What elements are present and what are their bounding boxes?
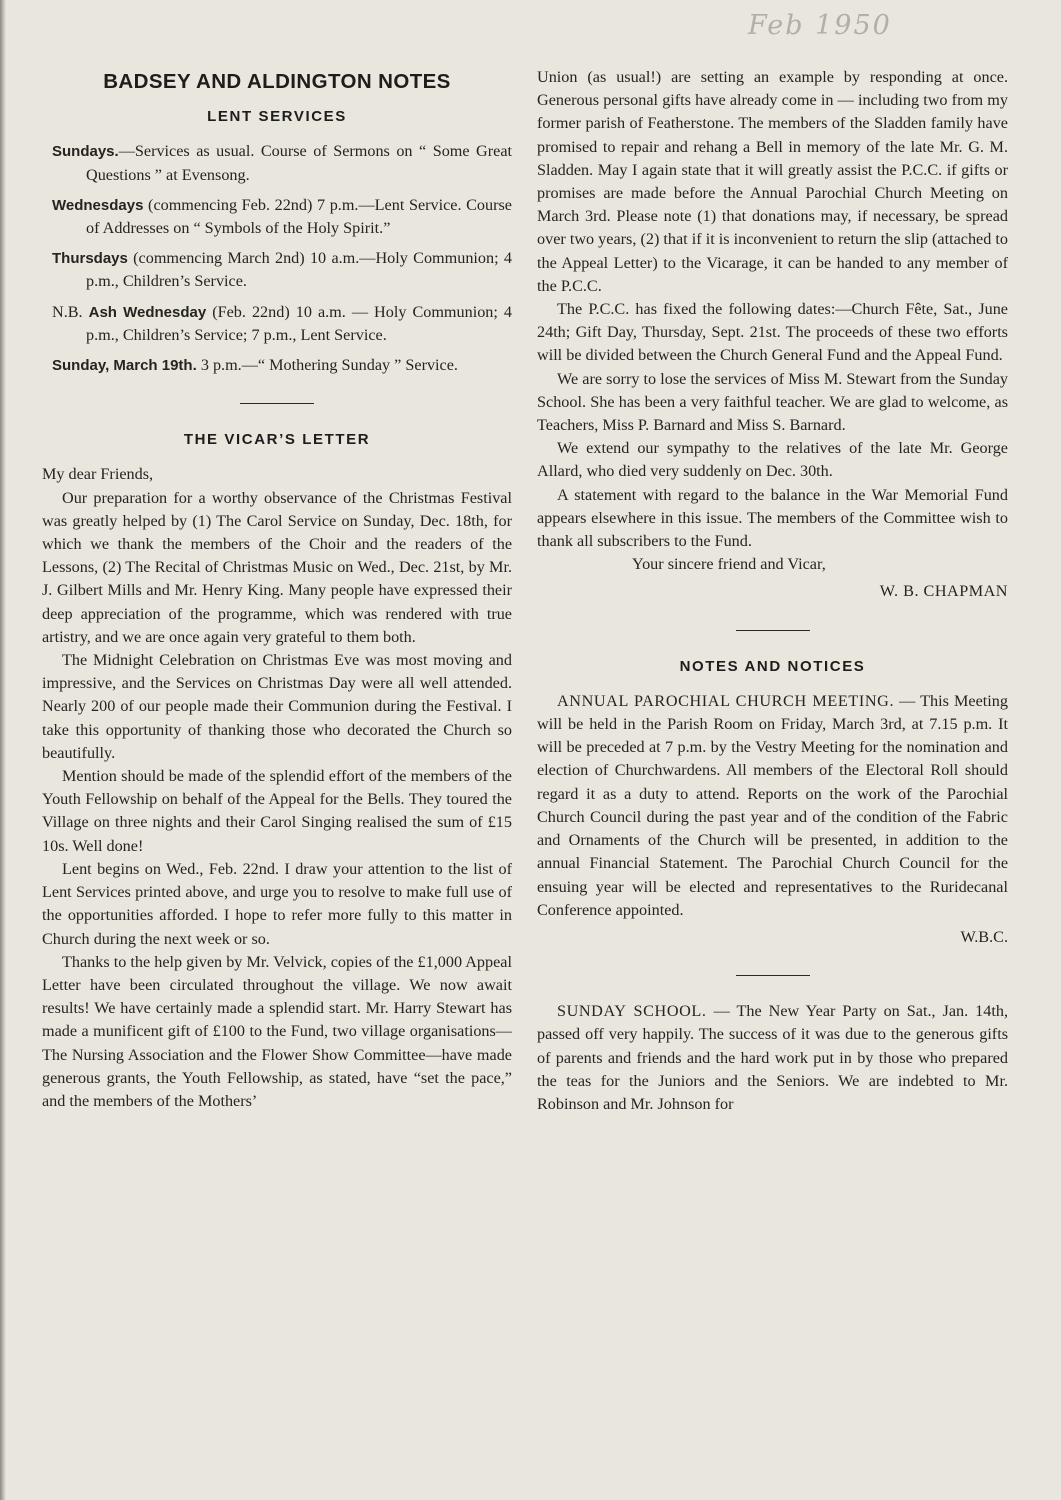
letter-salutation: My dear Friends, — [42, 465, 154, 484]
service-prefix: N.B. — [52, 302, 89, 321]
page-title: BADSEY AND ALDINGTON NOTES — [103, 70, 451, 93]
notice-sunday-school — [537, 1000, 1008, 1116]
service-text: —Services as usual. Course of Sermons on “ Some Great Questions ” at Evensong. — [86, 142, 512, 184]
letter-signature: W. B. CHAPMAN — [879, 582, 1008, 601]
service-text: (commencing Feb. 22nd) 7 p.m.—Lent Service. Course of Addresses on “ Symbols of the Holy Spirit.” — [86, 195, 512, 238]
service-text: (Feb. 22nd) 10 a.m. — Holy Communion; 4 p.m., Children’s Service; 7 p.m., Lent Service. — [86, 302, 513, 344]
notice-initials: W.B.C. — [960, 927, 1008, 946]
section-divider — [736, 630, 810, 631]
service-item-sundays — [52, 140, 512, 186]
handwritten-date-annotation: Feb 1950 — [748, 10, 892, 41]
service-item-thursdays — [52, 247, 512, 293]
letter-paragraph-6: The P.C.C. has fixed the following dates:—Church Fête, Sat., June 24th; Gift Day, Thursday, Sept. 21st. The proceeds of these two efforts will be divided between the Church General Fund and the Appeal Fund. — [537, 300, 1008, 365]
notice-text: — The New Year Party on Sat., Jan. 14th, passed off very happily. The success of it was due to the generous gifts of parents and friends and the hard work put in by those who prepared the teas for the Juniors and the Seniors. We are indebted to Mr. Robinson and Mr. Johnson for — [537, 1002, 1008, 1113]
section-divider — [736, 975, 810, 976]
notice-text: — This Meeting will be held in the Parish Room on Friday, March 3rd, at 7.15 p.m. It will be preceded at 7 p.m. by the Vestry Meeting for the nomination and election of Churchwardens. All members of the Electoral Roll should regard it as a duty to attend. Reports on the work of the Parochial Church Council during the past year and of the condition of the Fabric and Ornaments of the Church will be presented, in addition to the annual Financial Statement. The Parochial Church Council for the ensuing year will be elected and representatives to the Ruridecanal Conference appointed. — [537, 691, 1008, 919]
service-label: Sundays. — [52, 143, 119, 161]
service-label: Wednesdays — [52, 196, 144, 214]
letter-paragraph-9: A statement with regard to the balance in the War Memorial Fund appears elsewhere in this issue. The members of the Committee wish to thank all subscribers to the Fund. — [537, 485, 1008, 551]
letter-paragraph-4: Lent begins on Wed., Feb. 22nd. I draw your attention to the list of Lent Services printed above, and urge you to resolve to make full use of the opportunities afforded. I hope to refer more fully to this matter in Church during the next week or so. — [42, 859, 512, 948]
page-edge — [0, 0, 6, 1500]
service-item-mothering-sunday — [52, 354, 512, 377]
letter-paragraph-2: The Midnight Celebration on Christmas Eve was most moving and impressive, and the Services on Christmas Day were all well attended. Nearly 200 of our people made their Communion during the Festival. I take this opportunity of thanking those who decorated the Church so beautifully. — [42, 651, 512, 762]
notes-and-notices-heading: NOTES AND NOTICES — [679, 657, 866, 675]
letter-paragraph-1: Our preparation for a worthy observance of the Christmas Festival was greatly helped by (1) The Carol Service on Sunday, Dec. 18th, for which we thank the members of the Choir and the readers of the Lessons, (2) The Recital of Christmas Music on Wed., Dec. 21st, by Mr. J. Gilbert Mills and Mr. Henry King. Many people have expressed their deep appreciation of the programme, which was rendered with true artistry, and we are once again very grateful to them both. — [42, 488, 512, 646]
letter-paragraph-8: We extend our sympathy to the relatives of the late Mr. George Allard, who died very suddenly on Dec. 30th. — [537, 439, 1008, 481]
service-label: Thursdays — [52, 250, 128, 268]
service-item-wednesdays — [52, 194, 512, 240]
vicars-letter-heading: THE VICAR’S LETTER — [183, 431, 371, 449]
section-divider — [240, 403, 314, 404]
letter-paragraph-5: Thanks to the help given by Mr. Velvick, copies of the £1,000 Appeal Letter have been circulated throughout the village. We now await results! We have certainly made a splendid start. Mr. Harry Stewart has made a munificent gift of £100 to the Fund, two village organisations—The Nursing Association and the Flower Show Committee—have made generous grants, the Youth Fellowship, as stated, have “set the pace,” and the members of the Mothers’ — [42, 952, 512, 1110]
notice-annual-meeting — [537, 690, 1008, 922]
letter-continuation: Union (as usual!) are setting an example by responding at once. Generous personal gifts have already come in — including two from my former parish of Featherstone. The members of the Sladden family have promised to repair and rehang a Bell in memory of the late Mr. G. M. Sladden. May I again state that it will greatly assist the P.C.C. if gifts or promises are made before the Annual Parochial Church Meeting on March 3rd. Please note (1) that donations may, if necessary, be spread over two years, (2) that if it is inconvenient to return the slip (attached to the Appeal Letter) to the Vicarage, it can be handed to any member of the P.C.C. — [537, 68, 1008, 295]
service-label: Ash Wednesday — [88, 303, 207, 321]
letter-paragraph-3: Mention should be made of the splendid effort of the members of the Youth Fellowship on behalf of the Appeal for the Bells. They toured the Village on three nights and their Carol Singing realised the sum of £15 10s. Well done! — [42, 767, 512, 855]
notice-title: SUNDAY SCHOOL. — [557, 1002, 707, 1021]
letter-closing: Your sincere friend and Vicar, — [632, 555, 826, 574]
letter-paragraph-7: We are sorry to lose the services of Miss M. Stewart from the Sunday School. She has been a very faithful teacher. We are glad to welcome, as Teachers, Miss P. Barnard and Miss S. Barnard. — [537, 369, 1008, 435]
service-text: (commencing March 2nd) 10 a.m.—Holy Communion; 4 p.m., Children’s Service. — [86, 249, 512, 291]
notice-title: ANNUAL PAROCHIAL CHURCH MEETING. — [557, 691, 895, 710]
service-text: 3 p.m.—“ Mothering Sunday ” Service. — [196, 356, 458, 375]
service-item-ash-wednesday — [52, 301, 512, 347]
lent-services-heading: LENT SERVICES — [207, 108, 347, 126]
left-column — [42, 66, 512, 1113]
service-label: Sunday, March 19th. — [52, 357, 197, 375]
right-column — [537, 66, 1008, 1116]
